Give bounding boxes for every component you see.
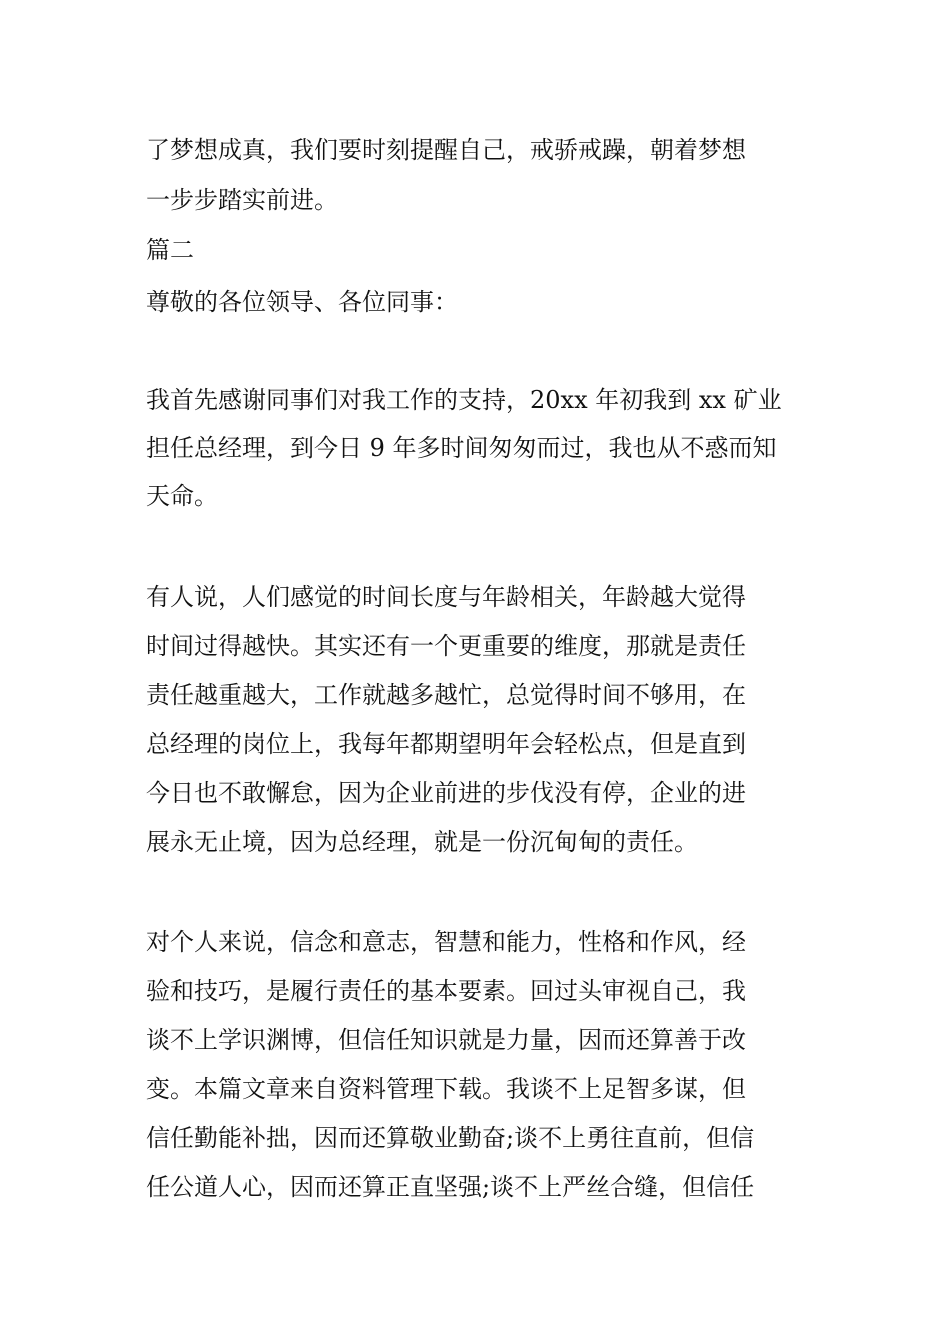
- text-line: 责任越重越大，工作就越多越忙，总觉得时间不够用，在: [146, 681, 746, 709]
- text-line: 信任勤能补拙，因而还算敬业勤奋;谈不上勇往直前，但信: [146, 1124, 755, 1152]
- text-line: 任公道人心，因而还算正直坚强;谈不上严丝合缝，但信任: [146, 1173, 755, 1201]
- text-line: 担任总经理，到今日 9 年多时间匆匆而过，我也从不惑而知: [146, 434, 777, 462]
- text-line: 了梦想成真，我们要时刻提醒自己，戒骄戒躁，朝着梦想: [146, 136, 746, 164]
- text-line: 今日也不敢懈怠，因为企业前进的步伐没有停，企业的进: [146, 779, 746, 807]
- text-line: 有人说，人们感觉的时间长度与年龄相关，年龄越大觉得: [146, 583, 746, 611]
- text-line: 总经理的岗位上，我每年都期望明年会轻松点，但是直到: [146, 730, 746, 758]
- text-line: 我首先感谢同事们对我工作的支持，20xx 年初我到 xx 矿业: [146, 386, 782, 414]
- text-line: 变。本篇文章来自资料管理下载。我谈不上足智多谋，但: [146, 1075, 746, 1103]
- text-line: 一步步踏实前进。: [146, 186, 338, 214]
- text-line: 谈不上学识渊博，但信任知识就是力量，因而还算善于改: [146, 1026, 746, 1054]
- text-line: 对个人来说，信念和意志，智慧和能力，性格和作风，经: [146, 928, 746, 956]
- section-heading: 篇二: [146, 236, 194, 264]
- text-line: 天命。: [146, 482, 218, 510]
- text-line: 展永无止境，因为总经理，就是一份沉甸甸的责任。: [146, 828, 698, 856]
- salutation: 尊敬的各位领导、各位同事：: [146, 288, 458, 316]
- text-line: 验和技巧，是履行责任的基本要素。回过头审视自己，我: [146, 977, 746, 1005]
- text-line: 时间过得越快。其实还有一个更重要的维度，那就是责任: [146, 632, 746, 660]
